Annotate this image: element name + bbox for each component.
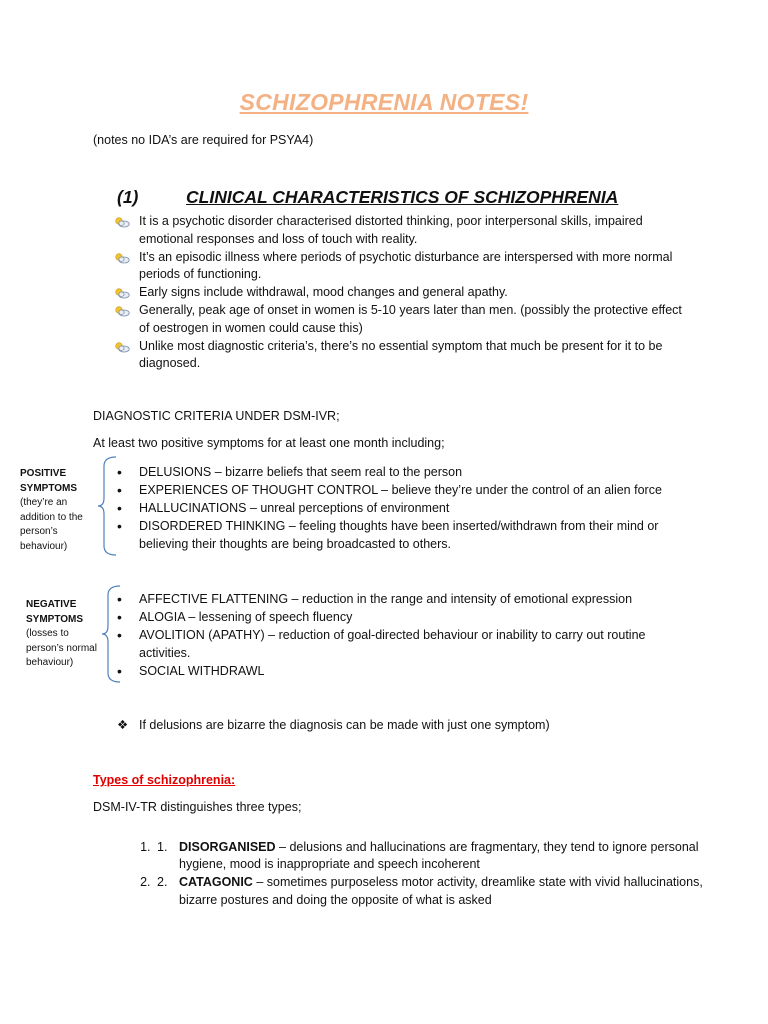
type-item [154, 874, 724, 910]
clinical-item-text: It is a psychotic disorder characterised distorted thinking, poor interpersonal skills, impaired emotional responses and loss of touch with reality. [139, 214, 643, 246]
type-item-description: – sometimes purposeless motor activity, dreamlike state with vivid hallucinations, bizarre postures and doing the opposite of what is asked [179, 875, 703, 907]
negative-symptoms-label-head: NEGATIVE SYMPTOMS [26, 599, 84, 625]
section-number: (1) [117, 187, 139, 207]
negative-symptoms-list [114, 590, 674, 680]
note-text: If delusions are bizarre the diagnosis can be made with just one symptom) [139, 718, 550, 732]
clinical-item-text: Early signs include withdrawal, mood changes and general apathy. [139, 285, 508, 300]
clinical-item [114, 213, 684, 249]
clinical-characteristics-list [114, 213, 684, 373]
types-intro: DSM-IV-TR distinguishes three types; [93, 800, 302, 814]
positive-symptoms-label-note: (they’re an addition to the person’s behaviour) [20, 497, 83, 552]
section-title: CLINICAL CHARACTERISTICS OF SCHIZOPHRENIA [186, 187, 619, 207]
partly-cloudy-icon [114, 341, 130, 353]
clinical-item [114, 302, 684, 338]
positive-symptom-item: • DISORDERED THINKING – feeling thoughts have been inserted/withdrawn from their mind or believing their thoughts are being broadcasted to others. [114, 517, 674, 553]
type-item [154, 839, 724, 875]
clinical-item [114, 249, 684, 285]
positive-symptom-item: • DELUSIONS – bizarre beliefs that seem real to the person [114, 463, 674, 481]
positive-symptoms-label [20, 467, 95, 554]
positive-symptom-item: • HALLUCINATIONS – unreal perceptions of environment [114, 499, 674, 517]
positive-symptom-item: • EXPERIENCES OF THOUGHT CONTROL – believe they’re under the control of an alien force [114, 481, 674, 499]
clinical-item-text: It’s an episodic illness where periods of psychotic disturbance are interspersed with more normal periods of functioning. [139, 249, 673, 282]
partly-cloudy-icon [114, 252, 130, 264]
type-item-index: 1. 1. [157, 839, 168, 854]
partly-cloudy-icon [114, 216, 130, 228]
diagnostic-criteria-heading: DIAGNOSTIC CRITERIA UNDER DSM-IVR; [93, 409, 340, 423]
positive-symptoms-list [114, 463, 674, 553]
partly-cloudy-icon [114, 305, 130, 317]
type-item-term: CATAGONIC [179, 875, 253, 890]
types-heading: Types of schizophrenia: [93, 773, 236, 787]
type-item-term: DISORGANISED [179, 839, 276, 854]
note-line [117, 717, 550, 732]
section-heading [117, 187, 618, 208]
negative-symptom-item: • ALOGIA – lessening of speech fluency [114, 608, 674, 626]
negative-symptoms-label-note: (losses to person’s normal behaviour) [26, 628, 97, 668]
type-item-index: 2. 2. [157, 875, 168, 890]
negative-symptom-item: • AVOLITION (APATHY) – reduction of goal-directed behaviour or inability to carry out routine activities. [114, 626, 674, 662]
negative-symptoms-label [26, 598, 98, 671]
clinical-item-text: Generally, peak age of onset in women is 5-10 years later than men. (possibly the protective effect of oestrogen in women could cause this) [139, 302, 682, 335]
subtitle-note: (notes no IDA’s are required for PSYA4) [93, 133, 314, 147]
document-title: SCHIZOPHRENIA NOTES! [239, 89, 529, 115]
clinical-item [114, 284, 684, 302]
types-list [114, 839, 724, 910]
diagnostic-criteria-intro: At least two positive symptoms for at least one month including; [93, 436, 445, 450]
clinical-item-text: Unlike most diagnostic criteria’s, there’s no essential symptom that much be present for it to be diagnosed. [139, 338, 663, 371]
partly-cloudy-icon [114, 287, 130, 299]
negative-symptom-item: • SOCIAL WITHDRAWL [114, 662, 674, 680]
negative-symptom-item: • AFFECTIVE FLATTENING – reduction in the range and intensity of emotional expression [114, 590, 674, 608]
diamond-bullet-icon: ❖ [117, 718, 129, 732]
clinical-item [114, 338, 684, 374]
type-item-description: – delusions and hallucinations are fragmentary, they tend to ignore personal hygiene, mood is inappropriate and speech incoherent [179, 839, 699, 872]
positive-symptoms-label-head: POSITIVE SYMPTOMS [20, 468, 78, 494]
